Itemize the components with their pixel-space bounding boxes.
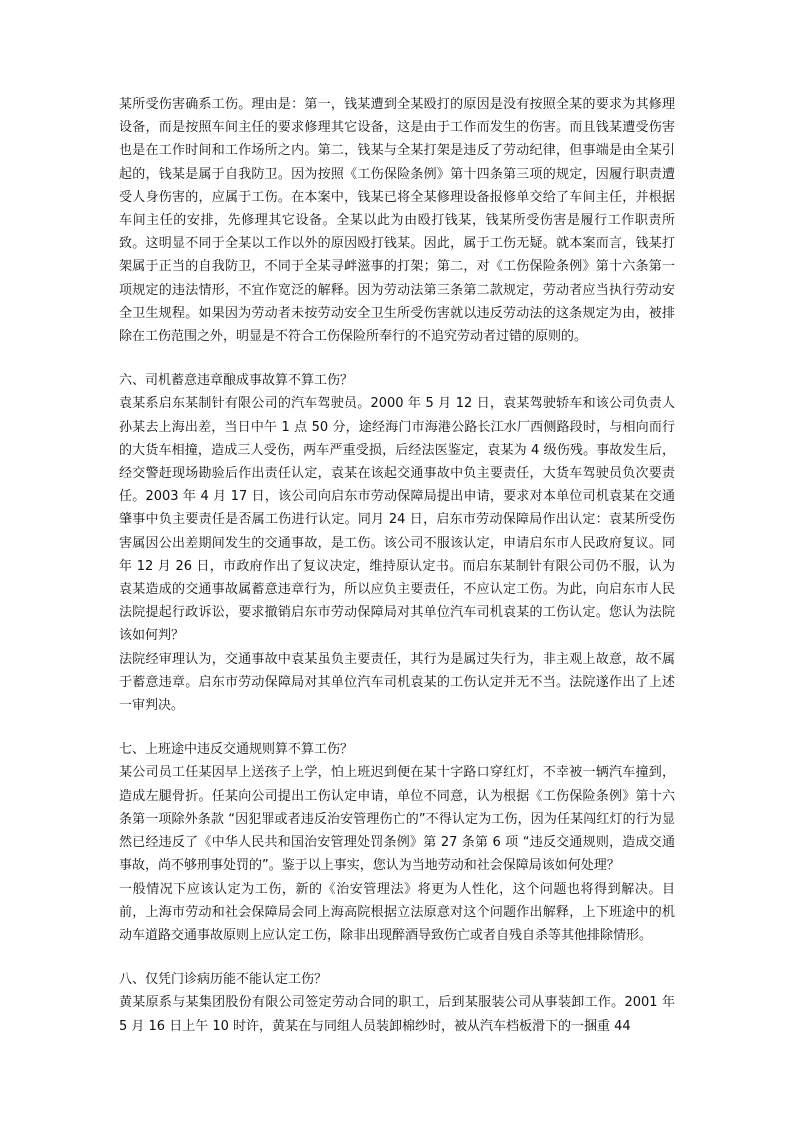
- section-heading-7: 七、上班途中违反交通规则算不算工伤？: [119, 742, 354, 758]
- paragraph-7-case: 某公司员工任某因早上送孩子上学，怕上班迟到便在某十字路口穿红灯，不幸被一辆汽车撞到，造成左腿骨折。任某向公司提出工伤认定申请，单位不同意，认为根据《工伤保险条例》第十六条第一项除外条款 “因犯罪或者违反治安管理伤亡的”不得认定为工伤，因为任某闯红灯的行为显然已经违反了《中华人民共和国治安管理处罚条例》第 27 条第 6 项 “违反交通规则，造成交通事故，尚不够刑事处罚的”。鉴于以上事实，您认为当地劳动和社会保障局该如何处理？: [119, 765, 675, 874]
- paragraph-8-case: 黄某原系与某集团股份有限公司签定劳动合同的职工，后到某服装公司从事装卸工作。2001 年 5 月 16 日上午 10 时许，黄某在与同组人员装卸棉纱时，被从汽车档板滑下的一捆重 44: [119, 995, 675, 1034]
- paragraph-6-case: 袁某系启东某制针有限公司的汽车驾驶员。2000 年 5 月 12 日，袁某驾驶轿车和该公司负责人孙某去上海出差，当日中午 1 点 50 分，途经海门市海港公路长江水厂西侧路段时，与相向而行的大货车相撞，造成三人受伤，两车严重受损，后经法医鉴定，袁某为 4 级伤残。事故发生后，经交警赶现场勘验后作出责任认定，袁某在该起交通事故中负主要责任，大货车驾驶员负次要责任。2003 年 4 月 17 日，该公司向启东市劳动保障局提出申请，要求对本单位司机袁某在交通肇事中负主要责任是否属工伤进行认定。同月 24 日，启东市劳动保障局作出认定：袁某所受伤害属因公出差期间发生的交通事故，是工伤。该公司不服该认定，申请启东市人民政府复议。同年 12 月 26 日，市政府作出了复议决定，维持原认定书。而启东某制针有限公司仍不服，认为袁某造成的交通事故属蓄意违章行为，所以应负主要责任，不应认定工伤。为此，向启东市人民法院提起行政诉讼，要求撤销启东市劳动保障局对其单位汽车司机袁某的工伤认定。您认为法院该如何判？: [119, 396, 675, 644]
- paragraph-gap: [119, 717, 675, 738]
- paragraph-intro: 某所受伤害确系工伤。理由是：第一，钱某遭到全某殴打的原因是没有按照全某的要求为其修理设备，而是按照车间主任的要求修理其它设备，这是由于工作而发生的伤害。而且钱某遭受伤害也是在工作时间和工作场所之内。第二，钱某与全某打架是违反了劳动纪律，但事端是由全某引起的，钱某是属于自我防卫。因为按照《工伤保险条例》第十四条第三项的规定，因履行职责遭受人身伤害的，应属于工伤。在本案中，钱某已将全某修理设备报修单交给了车间主任，并根据车间主任的安排，先修理其它设备。全某以此为由殴打钱某，钱某所受伤害是履行工作职责所致。这明显不同于全某以工作以外的原因殴打钱某。因此，属于工伤无疑。就本案而言，钱某打架属于正当的自我防卫，不同于全某寻衅滋事的打架；第二，对《工伤保险条例》第十六条第一项规定的违法情形，不宜作宽泛的解释。因为劳动法第三条第二款规定，劳动者应当执行劳动安全卫生规程。如果因为劳动者未按劳动安全卫生所受伤害就以违反劳动法的这条规定为由，被排除在工伤范围之外，明显是不符合工伤保险所奉行的不追究劳动者过错的原则的。: [119, 97, 675, 345]
- paragraph-gap: [119, 348, 675, 369]
- document-page: [119, 93, 675, 1038]
- paragraph-6-answer: 法院经审理认为，交通事故中袁某虽负主要责任，其行为是属过失行为，非主观上故意，故不属于蓄意违章。启东市劳动保障局对其单位汽车司机袁某的工伤认定并无不当。法院遂作出了上述一审判决。: [119, 651, 675, 714]
- section-heading-8: 八、仅凭门诊病历能不能认定工伤？: [119, 972, 328, 988]
- section-heading-6: 六、司机蓄意违章酿成事故算不算工伤？: [119, 373, 354, 389]
- paragraph-7-answer: 一般情况下应该认定为工伤，新的《治安管理法》将更为人性化，这个问题也将得到解决。目前，上海市劳动和社会保障局会同上海高院根据立法原意对这个问题作出解释，上下班途中的机动车道路交通事故原则上应认定工伤，除非出现醉酒导致伤亡或者自残自杀等其他排除情形。: [119, 881, 675, 943]
- paragraph-gap: [119, 947, 675, 968]
